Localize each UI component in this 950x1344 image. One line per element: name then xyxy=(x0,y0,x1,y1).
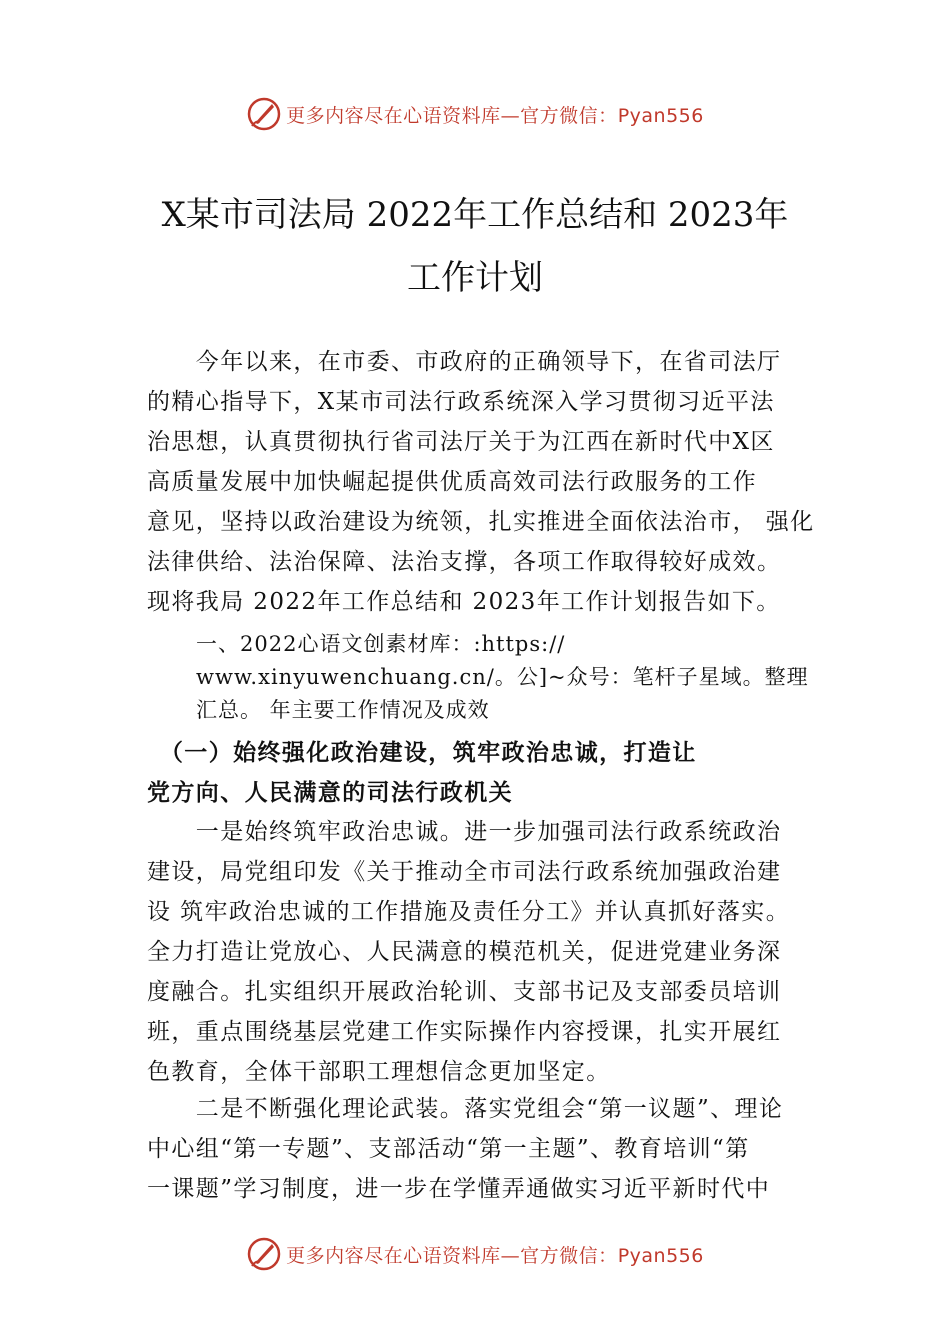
document-title-line2: 工作计划 xyxy=(407,258,543,298)
document-title-line1: X某市司法局 2022年工作总结和 2023年 xyxy=(161,195,789,235)
watermark-contact-id: Pyan556 xyxy=(617,104,704,127)
watermark-separator: — xyxy=(500,104,521,127)
quill-logo-icon xyxy=(246,1236,282,1272)
watermark-library-name: 更多内容尽在心语资料库 xyxy=(286,104,501,127)
subsection-heading-one: （一）始终强化政治建设，筑牢政治忠诚，打造让 党方向、人民满意的司法行政机关 xyxy=(147,739,697,806)
section-heading-one: 一、2022心语文创素材库：:https:// www.xinyuwenchuang.cn/。公]~众号：笔杆子星域。整理 汇总。 年主要工作情况及成效 xyxy=(196,632,809,722)
watermark-library-name: 更多内容尽在心语资料库 xyxy=(286,1244,501,1267)
watermark-text xyxy=(286,101,704,128)
watermark-contact-label: 官方微信： xyxy=(520,104,618,127)
watermark-contact-id: Pyan556 xyxy=(617,1244,704,1267)
watermark-banner-bottom xyxy=(0,1234,950,1274)
watermark-separator: — xyxy=(500,1244,521,1267)
watermark-banner-top xyxy=(0,94,950,134)
watermark-contact-label: 官方微信： xyxy=(520,1244,618,1267)
quill-logo-icon xyxy=(246,96,282,132)
body-paragraph-political-loyalty: 一是始终筑牢政治忠诚。进一步加强司法行政系统政治 建设，局党组印发《关于推动全市司法行政系统加强政治建 设 筑牢政治忠诚的工作措施及责任分工》并认真抓好落实。 全力打造让党放心、人民满意的模范机关，促进党建业务深 度融合。扎实组织开展政治轮训、支部书记及支部委员培训 班，重点围绕基层党建工作实际操作内容授课，扎实开展红 色教育，全体干部职工理想信念更加坚定。 xyxy=(147,819,791,1085)
intro-paragraph: 今年以来，在市委、市政府的正确领导下，在省司法厅 的精心指导下，X某市司法行政系统深入学习贯彻习近平法 治思想，认真贯彻执行省司法厅关于为江西在新时代中X区 高质量发展中加快崛起提供优质高效司法行政服务的工作 意见，坚持以政治建设为统领，扎实推进全面依法治市， 强化 法律供给、法治保障、法治支撑，各项工作取得较好成效。 现将我局 2022年工作总结和 2023年工作计划报告如下。 xyxy=(147,349,815,615)
watermark-text xyxy=(286,1241,704,1268)
body-paragraph-theory: 二是不断强化理论武装。落实党组会“第一议题”、理论 中心组“第一专题”、支部活动“第一主题”、教育培训“第 一课题”学习制度，进一步在学懂弄通做实习近平新时代中 xyxy=(147,1096,784,1202)
